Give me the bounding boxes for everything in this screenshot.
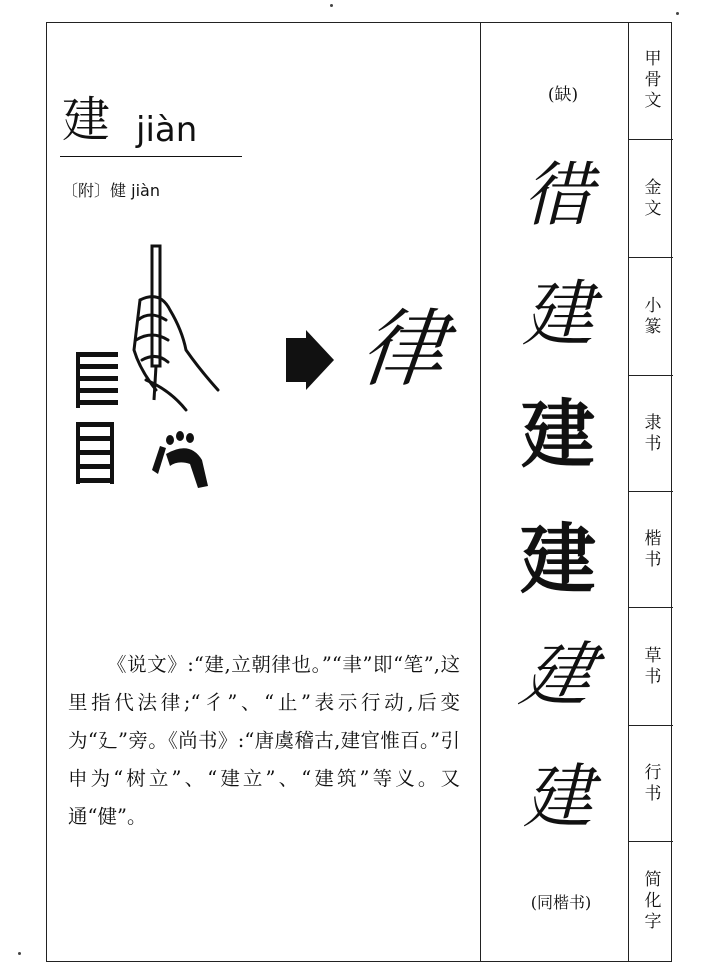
tab-clerical[interactable]	[629, 376, 673, 492]
tab-small-seal[interactable]	[629, 258, 673, 376]
script-type-sidebar	[628, 22, 672, 962]
headword-underline	[60, 156, 242, 157]
tablet-icon	[76, 422, 114, 484]
footprint-icon	[152, 431, 208, 488]
regular-glyph: 建	[520, 515, 596, 604]
tab-simplified[interactable]	[629, 842, 673, 960]
scan-speck	[18, 952, 21, 955]
seal-glyph: 建	[521, 272, 594, 356]
tab-label: 简化字	[640, 869, 661, 933]
tab-cursive[interactable]	[629, 608, 673, 726]
tab-label: 草书	[640, 645, 661, 688]
hand-icon	[134, 297, 218, 410]
column-divider	[480, 22, 481, 962]
simplified-note: (同楷书)	[530, 893, 592, 912]
tab-label: 甲骨文	[640, 49, 661, 112]
scan-speck	[330, 4, 333, 7]
variant-line	[62, 178, 160, 201]
variant-character: 健	[110, 181, 127, 200]
right-arrow-icon	[284, 330, 336, 390]
clerical-glyph: 建	[521, 392, 595, 478]
tab-label: 行书	[640, 762, 661, 805]
headword-pinyin: jiàn	[136, 110, 198, 150]
bronze-glyph: 徣	[523, 154, 593, 236]
tab-bronze[interactable]	[629, 140, 673, 258]
brush-icon	[152, 246, 160, 400]
running-glyph: 建	[523, 756, 593, 838]
tab-label: 隶书	[640, 412, 661, 455]
tab-regular[interactable]	[629, 492, 673, 608]
tab-running[interactable]	[629, 726, 673, 842]
tab-label: 金文	[640, 177, 661, 220]
pictograph-illustration	[70, 240, 230, 500]
scan-speck	[676, 12, 679, 15]
tab-label: 楷书	[640, 528, 661, 571]
cursive-glyph: 建	[514, 634, 602, 716]
tab-oracle-bone[interactable]	[629, 22, 673, 140]
variant-pinyin: jiàn	[131, 181, 160, 200]
ancient-glyph: 律	[356, 300, 451, 398]
headword-character: 建	[62, 92, 111, 148]
oracle-missing-label: (缺)	[547, 85, 579, 105]
explanation-text: 《说文》:“建,立朝律也。”“聿”即“笔”,这里指代法律;“彳”、“止”表示行动,后变为“廴”旁。《尚书》:“唐虞稽古,建官惟百。”引申为“树立”、“建立”、“建筑”等义。又通“健”。	[68, 653, 460, 828]
variant-tag: 〔附〕	[62, 181, 111, 200]
tablet-icon	[76, 352, 118, 408]
tab-label: 小篆	[640, 295, 661, 338]
